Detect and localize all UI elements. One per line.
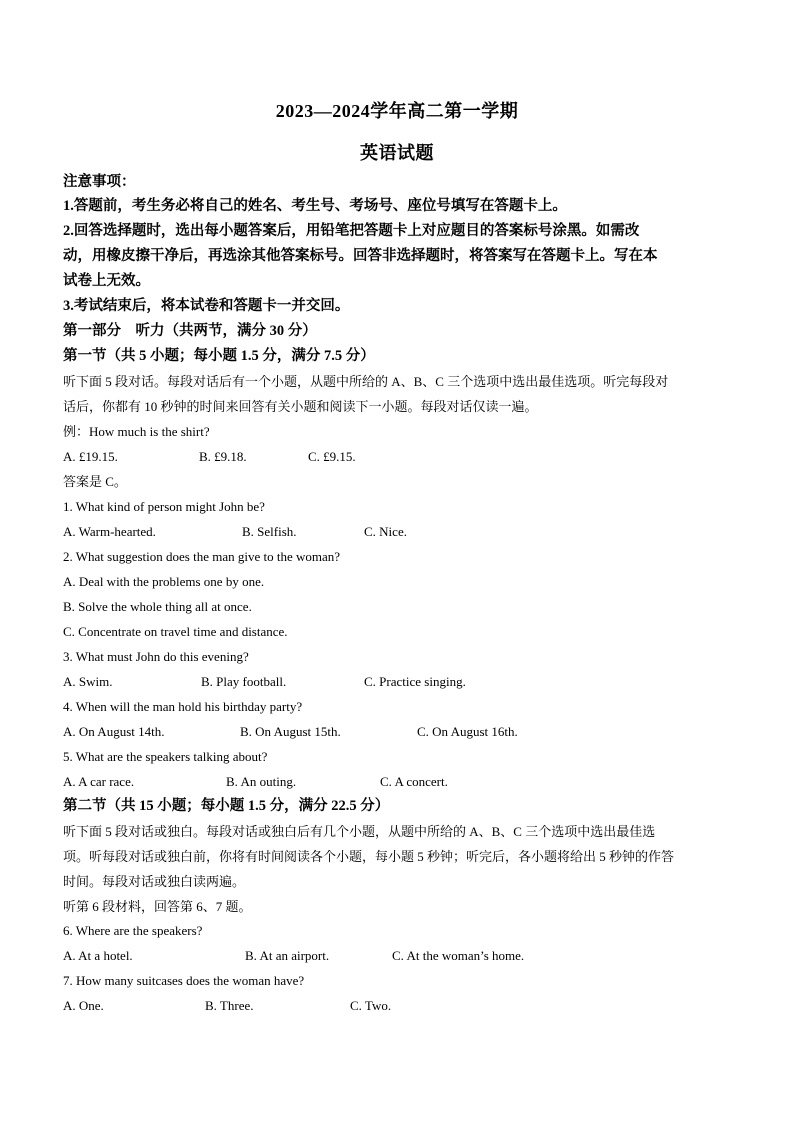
section2-instruction-line-2: 项。听每段对话或独白前，你将有时间阅读各个小题，每小题 5 秒钟；听完后，各小题将给出 5 秒钟的作答 bbox=[63, 849, 675, 864]
notes-heading: 注意事项： bbox=[63, 174, 136, 190]
question-2-option-c: C. Concentrate on travel time and distance. bbox=[63, 624, 288, 639]
part1-heading: 第一部分 听力（共两节，满分 30 分） bbox=[63, 323, 317, 339]
example-option-c: C. £9.15. bbox=[308, 449, 356, 464]
question-1-option-b: B. Selfish. bbox=[242, 524, 297, 539]
question-5-option-c: C. A concert. bbox=[380, 774, 448, 789]
question-4-option-c: C. On August 16th. bbox=[417, 724, 518, 739]
question-4: 4. When will the man hold his birthday party? bbox=[63, 699, 303, 714]
question-3-option-a: A. Swim. bbox=[63, 674, 113, 689]
question-6: 6. Where are the speakers? bbox=[63, 923, 203, 938]
question-3: 3. What must John do this evening? bbox=[63, 649, 249, 664]
question-4-option-a: A. On August 14th. bbox=[63, 724, 165, 739]
question-2: 2. What suggestion does the man give to the woman? bbox=[63, 549, 341, 564]
section1-instruction-line-2: 话后，你都有 10 秒钟的时间来回答有关小题和阅读下一小题。每段对话仅读一遍。 bbox=[63, 399, 538, 414]
question-2-option-b: B. Solve the whole thing all at once. bbox=[63, 599, 252, 614]
section2-instruction-line-1: 听下面 5 段对话或独白。每段对话或独白后有几个小题，从题中所给的 A、B、C 三个选项中选出最佳选 bbox=[63, 824, 656, 839]
question-2-option-a: A. Deal with the problems one by one. bbox=[63, 574, 265, 589]
question-6-option-c: C. At the woman’s home. bbox=[392, 948, 525, 963]
question-7-option-b: B. Three. bbox=[205, 998, 254, 1013]
section2-instruction-line-3: 时间。每段对话或独白读两遍。 bbox=[63, 874, 246, 889]
example-option-b: B. £9.18. bbox=[199, 449, 247, 464]
question-3-option-b: B. Play football. bbox=[201, 674, 287, 689]
question-1: 1. What kind of person might John be? bbox=[63, 499, 265, 514]
notes-item-2-line-2: 动，用橡皮擦干净后，再选涂其他答案标号。回答非选择题时，将答案写在答题卡上。写在本 bbox=[63, 248, 658, 264]
exam-title: 2023—2024学年高二第一学期 bbox=[275, 101, 519, 121]
question-1-option-a: A. Warm-hearted. bbox=[63, 524, 156, 539]
question-5-option-a: A. A car race. bbox=[63, 774, 135, 789]
notes-item-2-line-3: 试卷上无效。 bbox=[63, 273, 150, 289]
example-answer: 答案是 C。 bbox=[63, 474, 127, 489]
question-6-option-b: B. At an airport. bbox=[245, 948, 330, 963]
question-7: 7. How many suitcases does the woman have? bbox=[63, 973, 305, 988]
question-5: 5. What are the speakers talking about? bbox=[63, 749, 268, 764]
material-6-instruction: 听第 6 段材料，回答第 6、7 题。 bbox=[63, 899, 252, 914]
notes-item-3: 3.考试结束后，将本试卷和答题卡一并交回。 bbox=[63, 298, 350, 314]
question-7-option-a: A. One. bbox=[63, 998, 104, 1013]
section1-instruction-line-1: 听下面 5 段对话。每段对话后有一个小题，从题中所给的 A、B、C 三个选项中选出最佳选项。听完每段对 bbox=[63, 374, 669, 389]
section1-heading: 第一节（共 5 小题；每小题 1.5 分，满分 7.5 分） bbox=[63, 348, 375, 364]
question-6-option-a: A. At a hotel. bbox=[63, 948, 133, 963]
question-4-option-b: B. On August 15th. bbox=[240, 724, 341, 739]
notes-item-1: 1.答题前，考生务必将自己的姓名、考生号、考场号、座位号填写在答题卡上。 bbox=[63, 198, 567, 214]
example-option-a: A. £19.15. bbox=[63, 449, 118, 464]
question-3-option-c: C. Practice singing. bbox=[364, 674, 466, 689]
question-7-option-c: C. Two. bbox=[350, 998, 392, 1013]
question-5-option-b: B. An outing. bbox=[226, 774, 297, 789]
example-question: 例：How much is the shirt? bbox=[63, 424, 210, 439]
exam-subtitle: 英语试题 bbox=[360, 143, 434, 163]
section2-heading: 第二节（共 15 小题；每小题 1.5 分，满分 22.5 分） bbox=[63, 798, 390, 814]
question-1-option-c: C. Nice. bbox=[364, 524, 407, 539]
notes-item-2-line-1: 2.回答选择题时，选出每小题答案后，用铅笔把答题卡上对应题目的答案标号涂黑。如需改 bbox=[63, 223, 640, 239]
